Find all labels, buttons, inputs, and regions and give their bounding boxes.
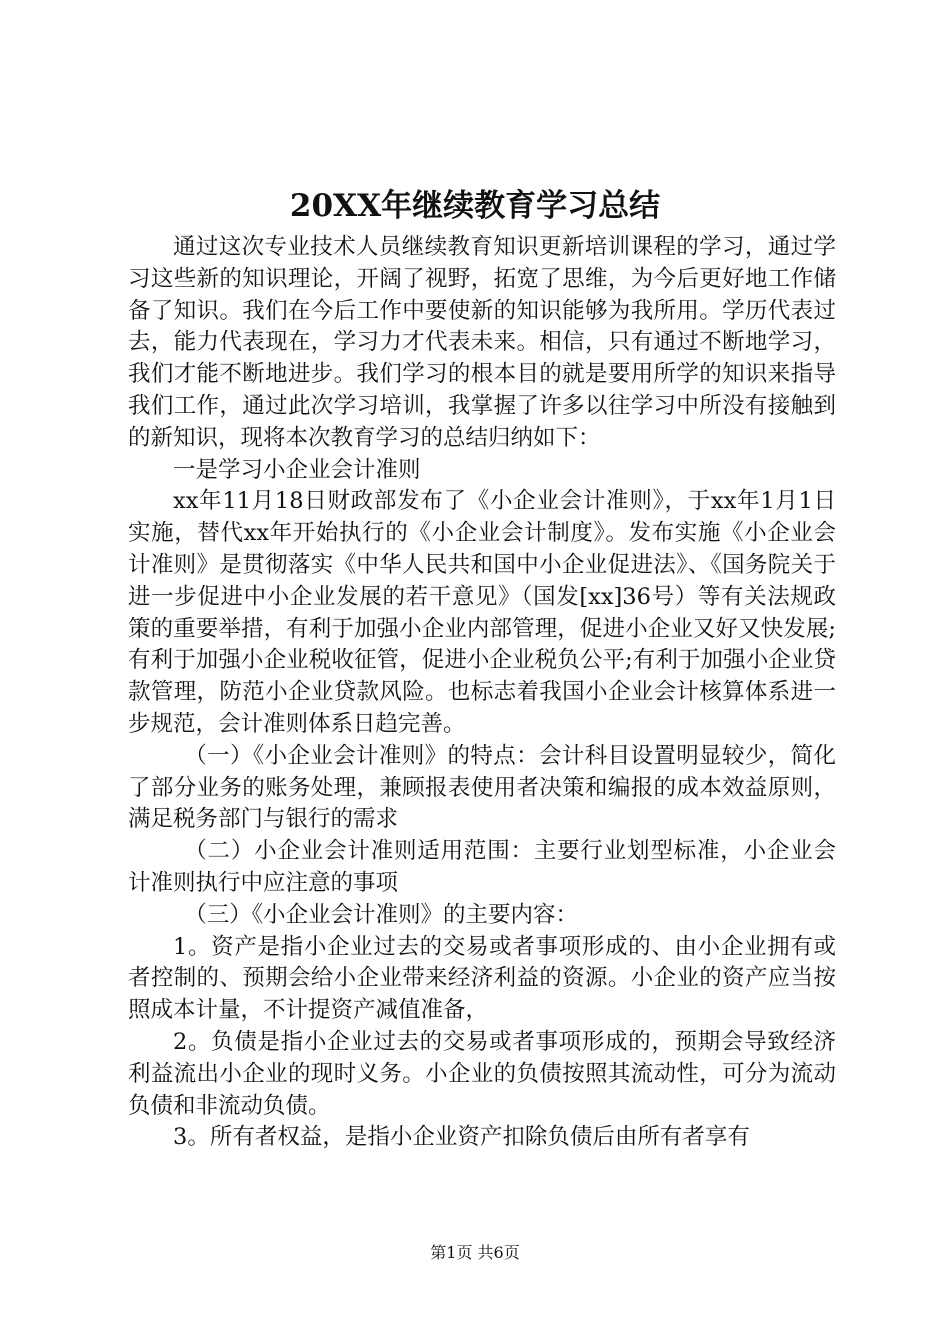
page-number-footer: 第1页 共6页 — [430, 1243, 520, 1262]
subsection-features: （一）《小企业会计准则》的特点：会计科目设置明显较少，简化了部分业务的账务处理，兼顾报表使用者决策和编报的成本效益原则，满足税务部门与银行的需求 — [128, 742, 836, 833]
paragraph-standard-release: xx年11月18日财政部发布了《小企业会计准则》，于xx年1月1日实施，替代xx年开始执行的《小企业会计制度》。发布实施《小企业会计准则》是贯彻落实《中华人民共和国中小企业促进法》、《国务院关于进一步促进中小企业发展的若干意见》（国发[xx]36号）等有关法规政策的重要举措，有利于加强小企业内部管理，促进小企业又好又快发展;有利于加强小企业税收征管，促进小企业税负公平;有利于加强小企业贷款管理，防范小企业贷款风险。也标志着我国小企业会计核算体系进一步规范，会计准则体系日趋完善。 — [128, 488, 836, 737]
list-item-equity: 3。所有者权益，是指小企业资产扣除负债后由所有者享有 — [173, 1124, 750, 1151]
section-heading: 一是学习小企业会计准则 — [173, 456, 421, 483]
document-body — [128, 232, 836, 1154]
paragraph-intro: 通过这次专业技术人员继续教育知识更新培训课程的学习，通过学习这些新的知识理论，开阔了视野，拓宽了思维，为今后更好地工作储备了知识。我们在今后工作中要使新的知识能够为我所用。学历代表过去，能力代表现在，学习力才代表未来。相信，只有通过不断地学习，我们才能不断地进步。我们学习的根本目的就是要用所学的知识来指导我们工作，通过此次学习培训，我掌握了许多以往学习中所没有接触到的新知识，现将本次教育学习的总结归纳如下： — [128, 234, 836, 451]
subsection-scope: （二）小企业会计准则适用范围：主要行业划型标准，小企业会计准则执行中应注意的事项 — [128, 838, 836, 896]
subsection-contents: （三）《小企业会计准则》的主要内容： — [184, 901, 579, 928]
list-item-liabilities: 2。负债是指小企业过去的交易或者事项形成的，预期会导致经济利益流出小企业的现时义务。小企业的负债按照其流动性，可分为流动负债和非流动负债。 — [128, 1028, 836, 1119]
document-title: 20XX年继续教育学习总结 — [289, 188, 661, 224]
list-item-assets: 1。资产是指小企业过去的交易或者事项形成的、由小企业拥有或者控制的、预期会给小企业带来经济利益的资源。小企业的资产应当按照成本计量，不计提资产减值准备， — [128, 933, 836, 1024]
